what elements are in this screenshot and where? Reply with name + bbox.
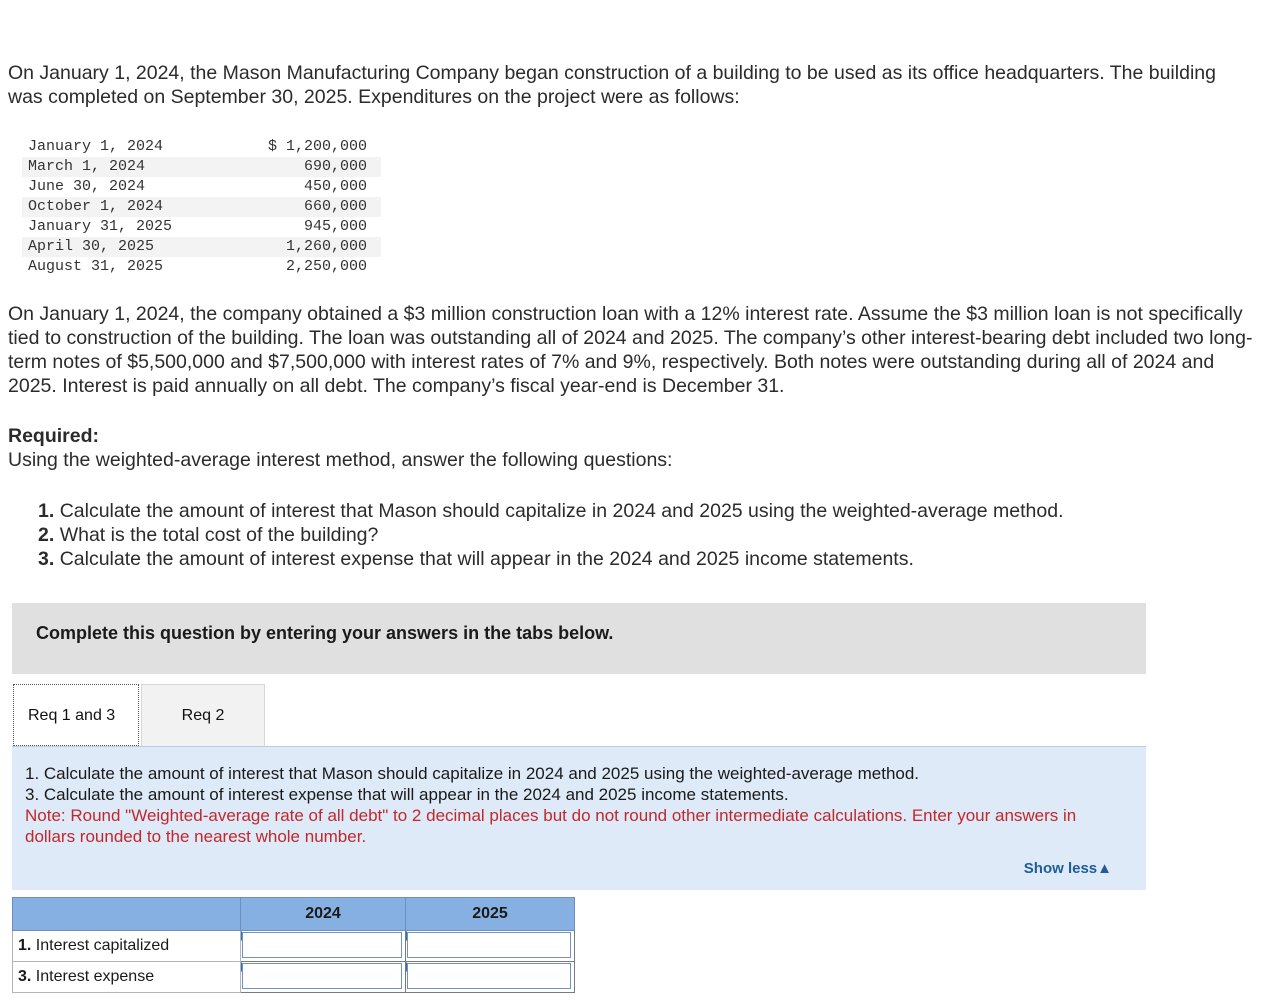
answer-cell [241, 962, 406, 993]
question-list [38, 499, 1064, 571]
row-number: 1. [18, 937, 32, 954]
answer-cell [406, 962, 575, 993]
expenditure-row [22, 197, 381, 217]
expenditure-amount: 1,260,000 [232, 237, 381, 257]
expenditure-date: January 1, 2024 [28, 138, 164, 155]
loan-paragraph: On January 1, 2024, the company obtained a $3 million construction loan with a 12% interest rate. Assume the $3 million loan is not specifically tied to construction of the building. The loan was outstanding all of 2024 and 2025. The company’s other interest-bearing debt included two long-term notes of $5,500,000 and $7,500,000 with interest rates of 7% and 9%, respectively. Both notes were outstanding during all of 2024 and 2025. Interest is paid annually on all debt. The company’s fiscal year-end is December 31. [8, 303, 1253, 397]
interest-expense-2025-input[interactable] [407, 963, 571, 989]
expenditure-amount: 945,000 [303, 218, 367, 235]
expenditure-date: March 1, 2024 [22, 157, 232, 177]
expenditure-row [22, 157, 381, 177]
answer-cell [406, 931, 575, 962]
expenditure-row [22, 237, 381, 257]
tab-req-2[interactable]: Req 2 [141, 684, 265, 746]
expenditures-table [22, 137, 381, 277]
tab-req-1-and-3[interactable]: Req 1 and 3 [13, 684, 139, 746]
expenditure-amount: 660,000 [232, 197, 381, 217]
column-header-2025: 2025 [406, 898, 575, 931]
row-label-text: Interest expense [35, 968, 155, 985]
required-heading: Required: [8, 425, 100, 447]
interest-capitalized-2024-input[interactable] [242, 932, 402, 958]
interest-capitalized-2025-input[interactable] [407, 932, 571, 958]
instruction-line-1: 1. Calculate the amount of interest that Mason should capitalize in 2024 and 2025 using the weighted-average method. [25, 764, 920, 783]
expenditure-date: August 31, 2025 [28, 258, 164, 275]
question-item [38, 499, 1064, 523]
expenditure-date: April 30, 2025 [22, 237, 232, 257]
answer-row-interest-expense [13, 962, 575, 993]
answer-table [12, 897, 575, 993]
required-intro: Using the weighted-average interest method, answer the following questions: [8, 449, 673, 471]
expenditure-row [22, 217, 381, 237]
expenditure-row [22, 137, 381, 157]
row-number: 3. [18, 968, 32, 985]
question-number: 3. [38, 548, 55, 570]
expenditure-date: October 1, 2024 [22, 197, 232, 217]
question-item [38, 547, 1064, 571]
column-header-2024: 2024 [241, 898, 406, 931]
instruction-line-3: 3. Calculate the amount of interest expense that will appear in the 2024 and 2025 income statements. [25, 785, 789, 804]
question-item [38, 523, 1064, 547]
question-text: Calculate the amount of interest expense that will appear in the 2024 and 2025 income statements. [59, 548, 914, 570]
answer-row-interest-capitalized [13, 931, 575, 962]
rounding-note: Note: Round "Weighted-average rate of all debt" to 2 decimal places but do not round other intermediate calculations. Enter your answers in dollars rounded to the nearest whole number. [25, 806, 1077, 846]
question-text: What is the total cost of the building? [59, 524, 379, 546]
expenditure-amount: 2,250,000 [285, 258, 367, 275]
problem-intro: On January 1, 2024, the Mason Manufacturing Company began construction of a building to be used as its office headquarters. The building was completed on September 30, 2025. Expenditures on the project were as follows: [8, 62, 1216, 108]
expenditure-date: June 30, 2024 [28, 178, 146, 195]
expenditure-amount: $ 1,200,000 [267, 138, 367, 155]
answer-cell [241, 931, 406, 962]
instructions-panel [12, 746, 1146, 890]
expenditure-row [22, 257, 381, 277]
show-less-link[interactable]: Show less▲ [1023, 860, 1112, 877]
answer-header-blank [13, 898, 241, 931]
interest-expense-2024-input[interactable] [242, 963, 402, 989]
row-label [13, 931, 241, 962]
expenditure-amount: 690,000 [232, 157, 381, 177]
question-number: 2. [38, 524, 55, 546]
question-number: 1. [38, 500, 55, 522]
answer-header-row [13, 898, 575, 931]
expenditure-amount: 450,000 [303, 178, 367, 195]
complete-prompt-text: Complete this question by entering your answers in the tabs below. [36, 623, 614, 643]
expenditure-date: January 31, 2025 [28, 218, 173, 235]
row-label [13, 962, 241, 993]
row-label-text: Interest capitalized [35, 937, 170, 954]
complete-prompt-banner [12, 603, 1146, 674]
question-text: Calculate the amount of interest that Mason should capitalize in 2024 and 2025 using the weighted-average method. [59, 500, 1064, 522]
expenditure-row [22, 177, 381, 197]
